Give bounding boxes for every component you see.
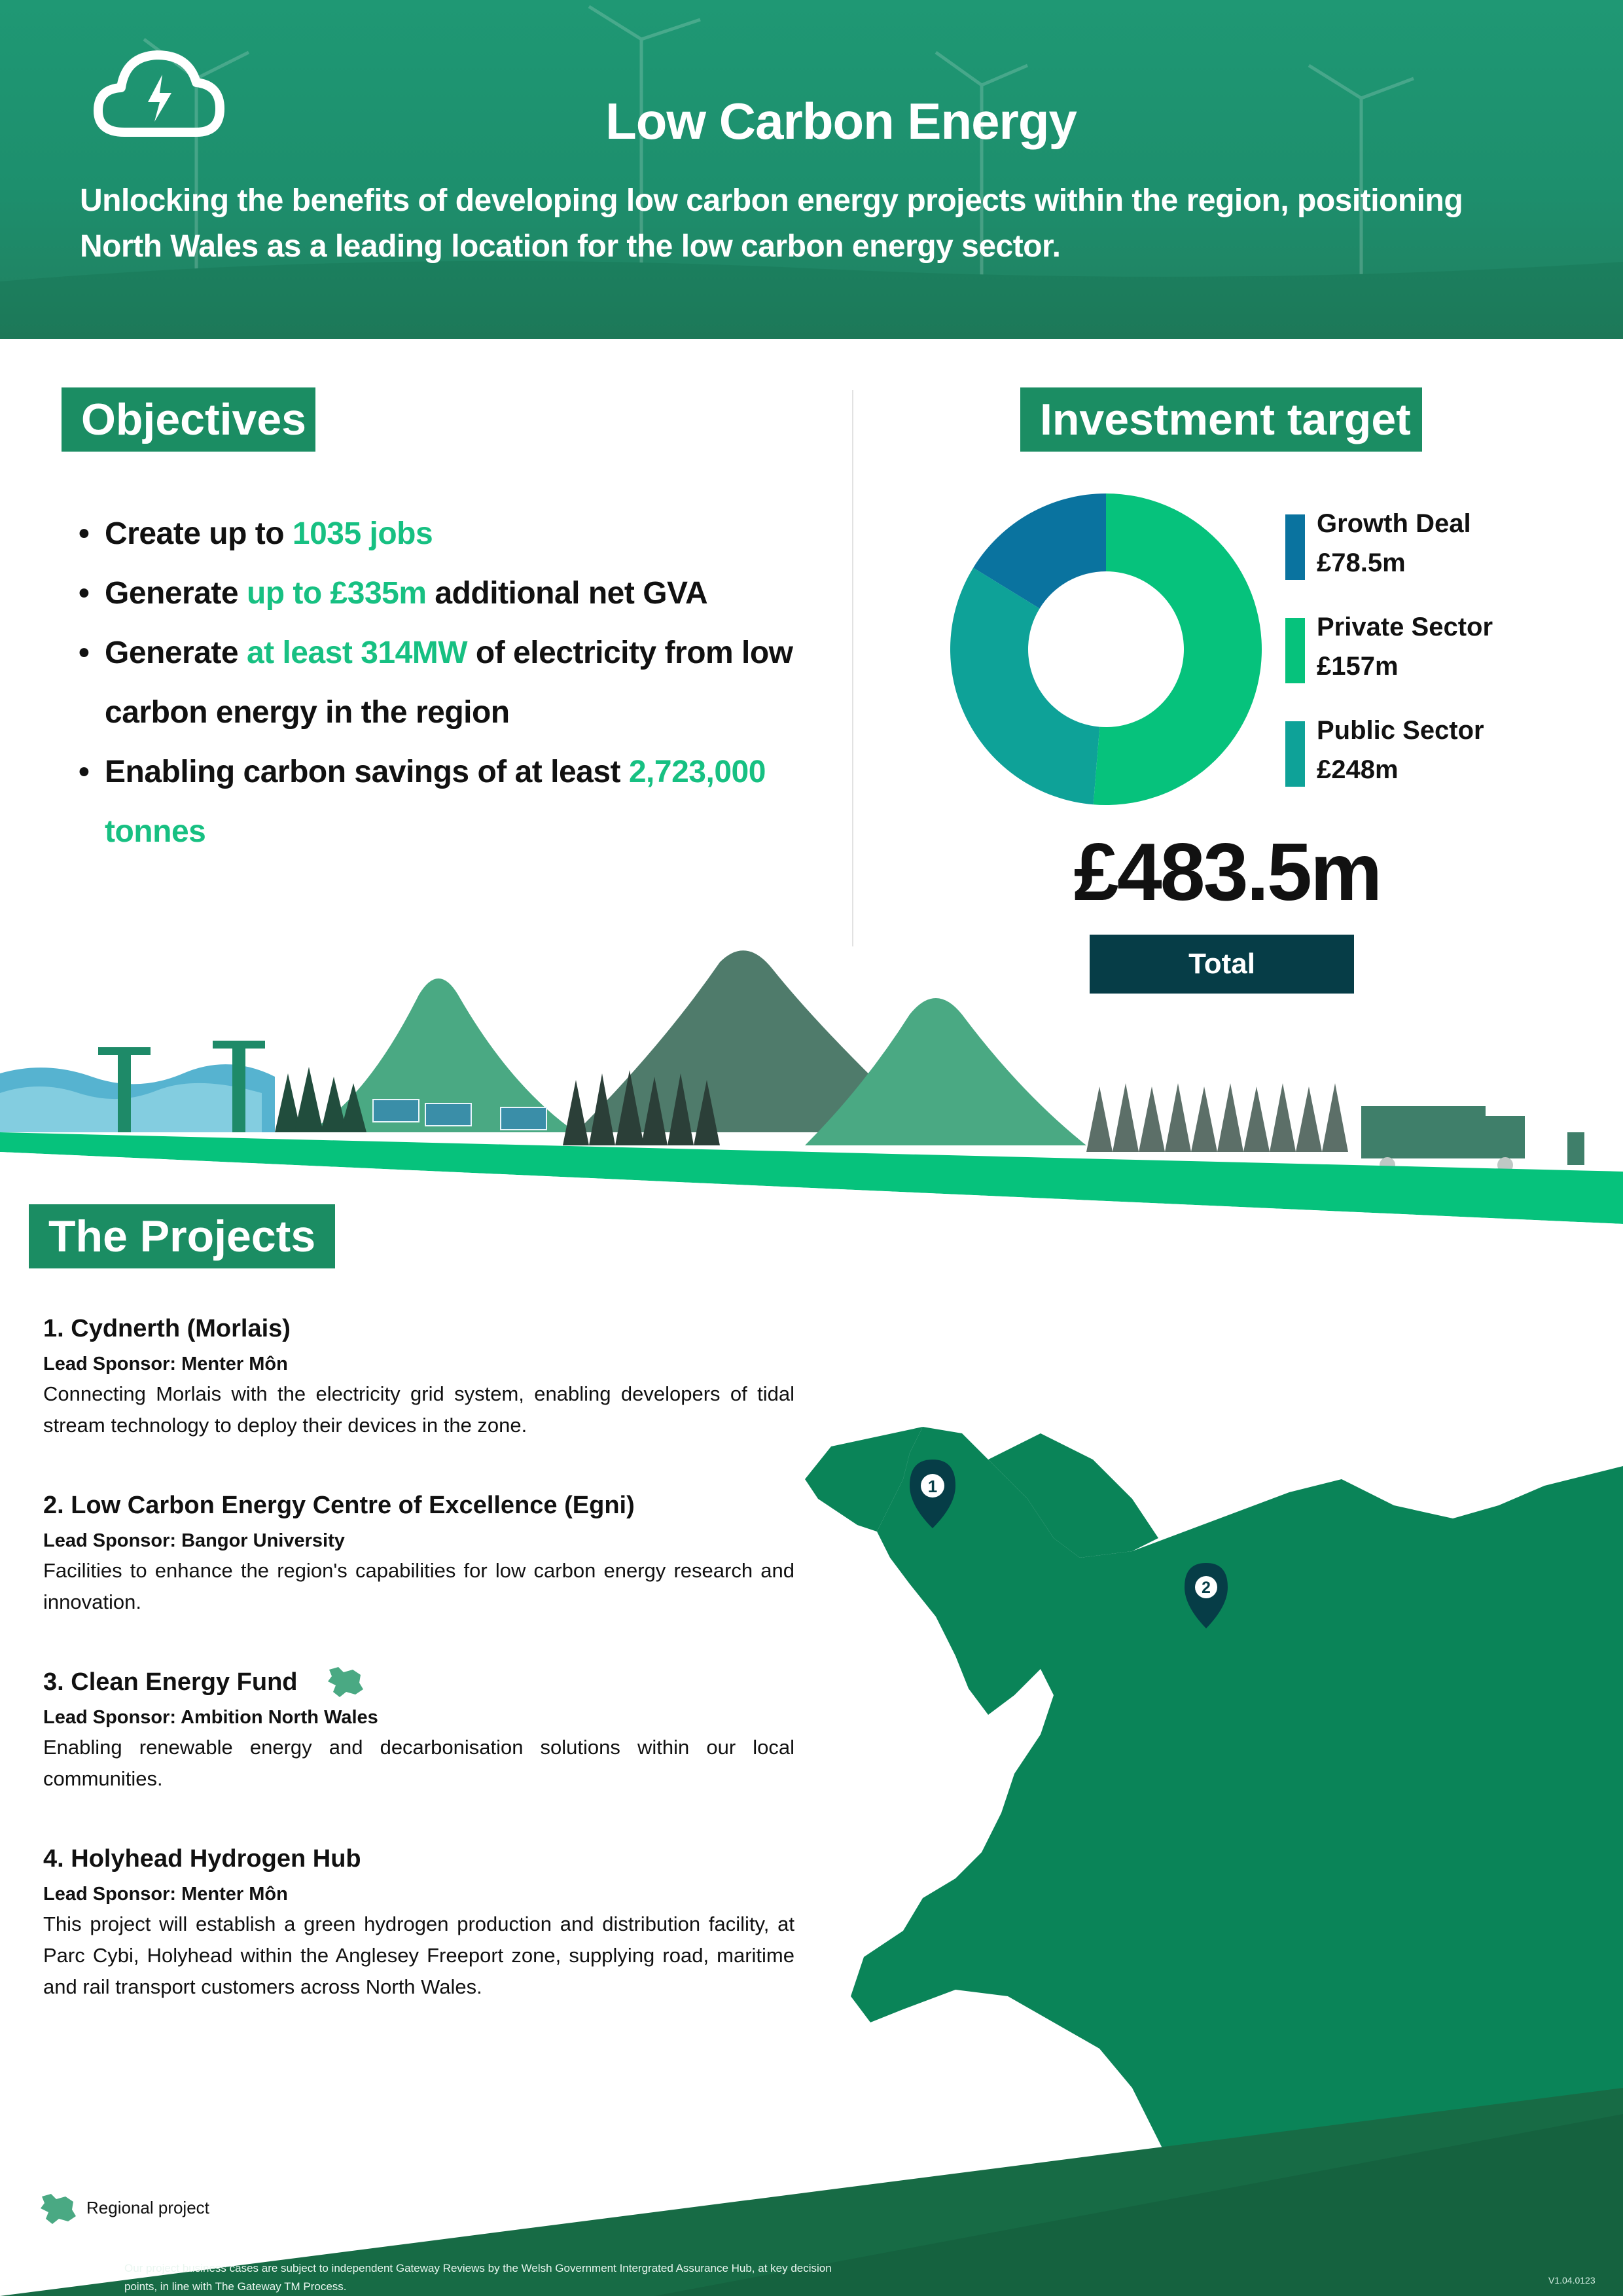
investment-donut-chart — [949, 492, 1263, 806]
project-sponsor: Lead Sponsor: Menter Môn — [43, 1884, 288, 1905]
legend-swatch — [1285, 514, 1305, 580]
objective-item: • Generate up to £335m additional net GVA — [79, 564, 805, 623]
projects-heading: The Projects — [29, 1204, 335, 1268]
project-sponsor: Lead Sponsor: Ambition North Wales — [43, 1707, 378, 1728]
page-title: Low Carbon Energy — [605, 92, 1077, 150]
slice-public-sector — [1094, 493, 1262, 805]
regional-project-legend: Regional project — [86, 2198, 209, 2217]
header-banner — [0, 0, 1623, 339]
objectives-heading: Objectives — [62, 387, 315, 452]
project-item — [43, 1308, 794, 1441]
wales-map-icon — [37, 2193, 79, 2225]
project-description: This project will establish a green hydrogen production and distribution facility, at Parc Cybi, Holyhead within the Anglesey Freeport zone, supplying road, maritime and rail transport customers across North Wales. — [43, 1912, 794, 1998]
project-title-row — [43, 1661, 794, 1703]
investment-heading: Investment target — [1020, 387, 1422, 452]
wales-map-icon — [324, 1666, 366, 1698]
version-label: V1.04.0123 — [1548, 2275, 1596, 2286]
legend-item-private-sector — [1285, 613, 1521, 685]
legend-value: £157m — [1317, 652, 1399, 681]
project-title: 2. Low Carbon Energy Centre of Excellence (Egni) — [43, 1492, 635, 1519]
footer-note: Our project business cases are subject to independent Gateway Reviews by the Welsh Government Intergrated Assurance Hub, at key decision points, in line with The Gateway TM Process. — [124, 2262, 832, 2293]
trees-left — [275, 1067, 366, 1132]
svg-text:1: 1 — [927, 1477, 938, 1496]
project-title: 3. Clean Energy Fund — [43, 1668, 298, 1696]
objective-item: • Create up to 1035 jobs — [79, 504, 805, 564]
legend-swatch — [1285, 721, 1305, 787]
legend-value: £78.5m — [1317, 548, 1406, 577]
section-divider — [852, 390, 853, 946]
legend-name: Private Sector — [1317, 613, 1493, 641]
objective-item: • Enabling carbon savings of at least 2,723,000 tonnes — [79, 742, 805, 861]
svg-text:2: 2 — [1202, 1579, 1211, 1597]
legend-swatch — [1285, 618, 1305, 683]
legend-item-growth-deal — [1285, 509, 1521, 581]
project-title: 1. Cydnerth (Morlais) — [43, 1315, 291, 1342]
objective-item: • Generate at least 314MW of electricity from low carbon energy in the region — [79, 623, 805, 742]
investment-total-value: £483.5m — [1073, 827, 1381, 918]
project-sponsor: Lead Sponsor: Menter Môn — [43, 1354, 288, 1374]
total-label: Total — [1090, 935, 1354, 994]
page-subtitle: Unlocking the benefits of developing low carbon energy projects within the region, positioning North Wales as a leading location for the low carbon energy sector. — [80, 183, 1463, 264]
legend-name: Public Sector — [1317, 716, 1484, 745]
objectives-list — [79, 504, 805, 861]
landscape-illustration — [0, 936, 1623, 1224]
trees-right — [1086, 1083, 1348, 1152]
legend-name: Growth Deal — [1317, 509, 1471, 538]
slice-private-sector — [950, 567, 1099, 804]
project-title: 4. Holyhead Hydrogen Hub — [43, 1845, 361, 1873]
project-item — [43, 1661, 794, 1795]
project-description: Connecting Morlais with the electricity grid system, enabling developers of tidal stream technology to deploy their devices in the zone. — [43, 1382, 794, 1437]
legend-item-public-sector — [1285, 716, 1521, 788]
hydrogen-truck — [1361, 1106, 1584, 1173]
project-description: Facilities to enhance the region's capabilities for low carbon energy research and innovation. — [43, 1559, 794, 1613]
legend-value: £248m — [1317, 755, 1399, 784]
project-item — [43, 1484, 794, 1618]
wind-turbines-background — [0, 0, 1623, 339]
project-description: Enabling renewable energy and decarbonisation solutions within our local communities. — [43, 1736, 794, 1790]
project-sponsor: Lead Sponsor: Bangor University — [43, 1530, 345, 1551]
projects-list — [43, 1308, 794, 2046]
project-item — [43, 1838, 794, 2003]
